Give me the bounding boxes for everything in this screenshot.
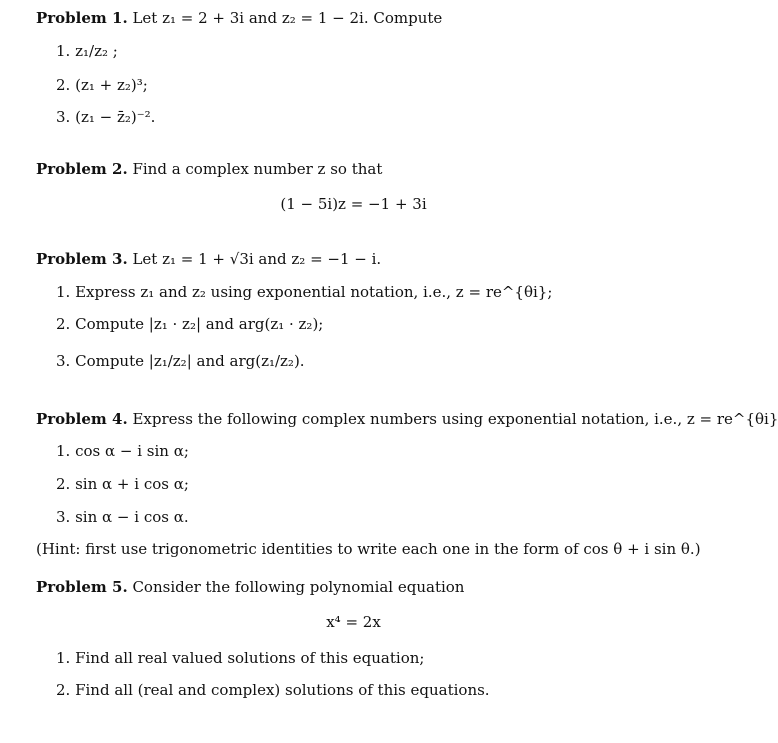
problem-4-item-1 [56,442,189,460]
problem-4-hint: (Hint: first use trigonometric identities to write each one in the form of cos θ + i sin θ.) [36,540,701,558]
problem-5-item-2-number: 2. [56,681,71,699]
problem-2-statement [36,160,382,178]
problem-1-item-2 [56,76,148,94]
problem-4-item-3-number: 3. [56,508,71,526]
problem-1-item-2-number: 2. [56,76,71,94]
problem-1-item-3-expression: (z₁ − z̄₂)⁻². [75,108,156,126]
problem-3-item-3-expression: Compute |z₁/z₂| and arg(z₁/z₂). [75,352,305,370]
problem-5-equation: x⁴ = 2x [326,613,381,631]
problem-1-item-1-number: 1. [56,42,71,60]
problem-3-item-3-number: 3. [56,352,71,370]
problem-5-item-1-expression: Find all real valued solutions of this equation; [75,649,425,667]
problem-1-item-3-number: 3. [56,108,71,126]
problem-5-text: Consider the following polynomial equation [132,578,465,596]
problem-3-text: Let z₁ = 1 + √3i and z₂ = −1 − i. [132,250,382,268]
problem-4-item-2-number: 2. [56,475,71,493]
problem-3-statement [36,250,381,268]
problem-5-item-2 [56,681,490,699]
problem-3-item-1 [56,283,552,301]
problem-5-label: Problem 5. [36,578,128,596]
problem-3-label: Problem 3. [36,250,128,268]
problem-3-item-2-expression: Compute |z₁ · z₂| and arg(z₁ · z₂); [75,315,324,333]
problem-1-label: Problem 1. [36,9,128,27]
problem-4-item-1-number: 1. [56,442,71,460]
problem-4-item-3-expression: sin α − i cos α. [75,508,189,526]
problem-4-item-2-expression: sin α + i cos α; [75,475,189,493]
problem-1-item-2-expression: (z₁ + z₂)³; [75,76,148,94]
problem-5-item-1 [56,649,424,667]
problem-4-text: Express the following complex numbers using exponential notation, i.e., z = re^{θi} [132,410,778,428]
problem-3-item-2 [56,315,323,333]
problem-2-label: Problem 2. [36,160,128,178]
problem-5-item-2-expression: Find all (real and complex) solutions of this equations. [75,681,490,699]
problem-5-statement [36,578,464,596]
problem-4-item-2 [56,475,189,493]
problem-3-item-3 [56,352,305,370]
problem-1-statement [36,9,442,27]
problem-1-item-3 [56,108,155,126]
problem-3-item-1-number: 1. [56,283,71,301]
problem-3-item-1-expression: Express z₁ and z₂ using exponential notation, i.e., z = re^{θi}; [75,283,553,301]
problem-1-item-1 [56,42,118,60]
problem-5-item-1-number: 1. [56,649,71,667]
problem-4-statement [36,410,778,428]
problem-2-text: Find a complex number z so that [132,160,383,178]
problem-4-item-1-expression: cos α − i sin α; [75,442,189,460]
problem-3-item-2-number: 2. [56,315,71,333]
problem-2-equation: (1 − 5i)z = −1 + 3i [280,195,427,213]
problem-1-text: Let z₁ = 2 + 3i and z₂ = 1 − 2i. Compute [132,9,443,27]
problem-1-item-1-expression: z₁/z₂ ; [75,42,118,60]
problem-4-label: Problem 4. [36,410,128,428]
problem-4-item-3 [56,508,189,526]
